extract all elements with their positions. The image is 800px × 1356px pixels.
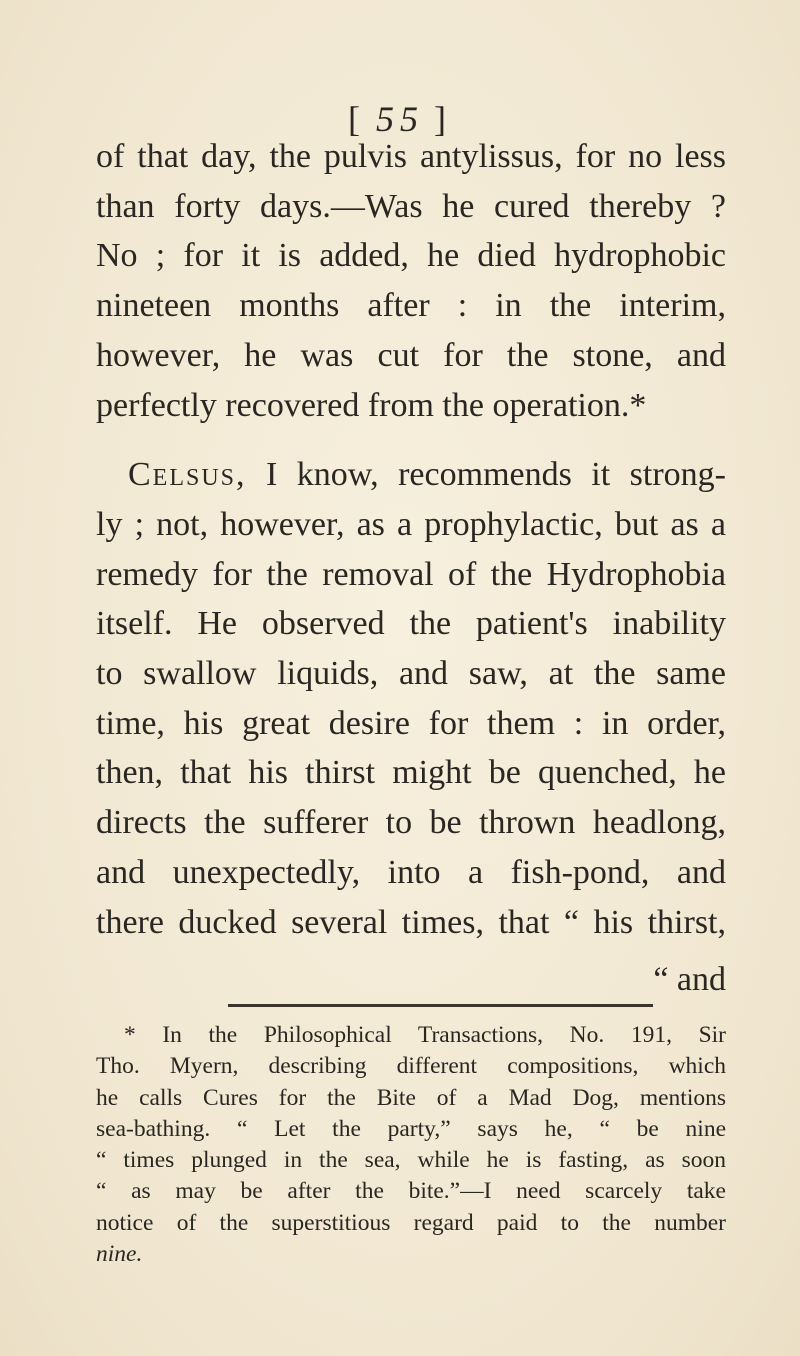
- text-line: time, his great desire for them : in order,: [96, 704, 726, 742]
- catchword: “ and: [653, 961, 726, 998]
- text-line: however, he was cut for the stone, and: [96, 336, 726, 374]
- text-line: ly ; not, however, as a prophylactic, but as a: [96, 505, 726, 543]
- footnote-line: Tho. Myern, describing different compositions, which: [96, 1053, 726, 1080]
- text-line: itself. He observed the patient's inability: [96, 605, 726, 643]
- text-line: than forty days.—Was he cured thereby ?: [96, 187, 726, 225]
- text-line: directs the sufferer to be thrown headlong,: [96, 804, 726, 842]
- text-line: remedy for the removal of the Hydrophobia: [96, 555, 726, 593]
- text-line: nineteen months after : in the interim,: [96, 287, 726, 325]
- text-line: perfectly recovered from the operation.*: [96, 386, 647, 424]
- footnote-line: he calls Cures for the Bite of a Mad Dog, mentions: [96, 1084, 726, 1111]
- body-text: [96, 132, 726, 947]
- footnote-divider: [228, 1004, 653, 1007]
- first-line-rest: I know, recommends it strong-: [246, 456, 726, 494]
- text-line: there ducked several times, that “ his thirst,: [96, 903, 726, 941]
- footnote-line: notice of the superstitious regard paid to the number: [96, 1209, 726, 1236]
- text-line: to swallow liquids, and saw, at the same: [96, 655, 726, 693]
- text-line: of that day, the pulvis antylissus, for no less: [96, 138, 726, 175]
- footnote-catchword: nine.: [96, 1241, 143, 1268]
- footnote-line: “ times plunged in the sea, while he is fasting, as soon: [96, 1147, 726, 1174]
- footnote-line: sea-bathing. “ Let the party,” says he, “ be nine: [96, 1115, 726, 1142]
- footnote-line: “ as may be after the bite.”—I need scarcely take: [96, 1178, 726, 1205]
- page-number-value: 55: [376, 99, 424, 139]
- footnote: [96, 1020, 726, 1270]
- footnote-line: * In the Philosophical Transactions, No. 191, Sir: [124, 1022, 726, 1048]
- page-number-open-bracket: [: [348, 99, 366, 139]
- text-line: No ; for it is added, he died hydrophobic: [96, 237, 726, 275]
- page-number-close-bracket: ]: [434, 99, 452, 139]
- text-line: then, that his thirst might be quenched, he: [96, 754, 726, 792]
- paragraph-first-line: [96, 450, 726, 500]
- text-line: and unexpectedly, into a fish-pond, and: [96, 853, 726, 891]
- author-name-celsus: Celsus,: [128, 456, 247, 494]
